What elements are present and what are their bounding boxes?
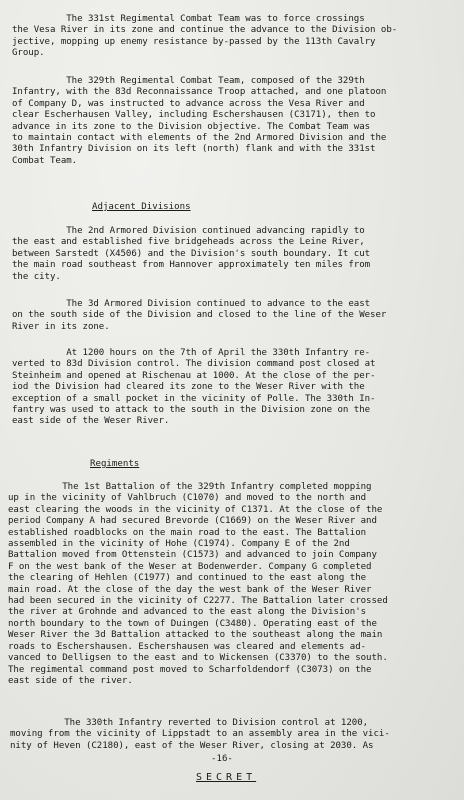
classification-marking: SECRET xyxy=(196,772,257,783)
page-number: -16- xyxy=(211,754,233,764)
paragraph-330th-reverted: At 1200 hours on the 7th of April the 330th Infantry re- verted to 83d Division control. The division command post closed at Steinheim and opened at Rischenau at 1000. At the close of the per- iod the Division had cleared its zone to the Weser River with the exception of a small pocket in the vicinity of Polle. The 330th In- fantry was used to attack to the south in the Division zone on the east side of the Weser River. xyxy=(12,348,376,427)
paragraph-1st-battalion: The 1st Battalion of the 329th Infantry completed mopping up in the vicinity of Vahlbruch (C1070) and moved to the north and east clearing the woods in the vicinity of C1371. At the close of the period Company A had secured Brevorde (C1669) on the Weser River and established roadblocks on the main road to the east. The Battalion assembled in the vicinity of Hohe (C1974). Company E of the 2nd Battalion moved from Ottenstein (C1573) and advanced to join Company F on the west bank of the Weser at Bodenwerder. Company G completed the clearing of Hehlen (C1977) and continued to the east along the main road. At the close of the day the west bank of the Weser River had been secured in the vicinity of C2277. The Battalion later crossed the river at Grohnde and advanced to the east along the Division's north boundary to the town of Duingen (C3480). Operating east of the Weser River the 3d Battalion attacked to the southeast along the main roads to Eschershausen. Eschershausen was cleared and elements ad- vanced to Delligsen to the east and to Wickensen (C3370) to the south. The regimental command post moved to Scharfoldendorf (C3073) on the east side of the river. xyxy=(8,482,388,686)
paragraph-329th-team: The 329th Regimental Combat Team, composed of the 329th Infantry, with the 83d Reconnaissance Troop attached, and one platoon of Company D, was instructed to advance across the Vesa River and clear Escherhausen Valley, including Eschershausen (C3171), then to advance in its zone to the Division objective. The Combat Team was to maintain contact with elements of the 2nd Armored Division and the 30th Infantry Division on its left (north) flank and with the 331st Combat Team. xyxy=(12,76,387,166)
paragraph-2nd-armored: The 2nd Armored Division continued advancing rapidly to the east and established five bridgeheads across the Leine River, between Sarstedt (X4506) and the Division's south boundary. It cut the main road southeast from Hannover approximately ten miles from the city. xyxy=(12,226,371,282)
heading-adjacent-divisions: Adjacent Divisions xyxy=(92,202,191,212)
paragraph-3d-armored: The 3d Armored Division continued to advance to the east on the south side of the Division and closed to the line of the Weser River in its zone. xyxy=(12,299,387,332)
paragraph-330th-control: The 330th Infantry reverted to Division control at 1200, moving from the vicinity of Lippstadt to an assembly area in the vici- nity of Heven (C2180), east of the Weser River, closing at 2030. As xyxy=(10,718,390,751)
heading-regiments: Regiments xyxy=(90,459,140,469)
paragraph-331st-team: The 331st Regimental Combat Team was to force crossings the Vesa River in its zone and continue the advance to the Division ob- jective, mopping up enemy resistance by-passed by the 113th Cavalry Group. xyxy=(12,14,398,59)
